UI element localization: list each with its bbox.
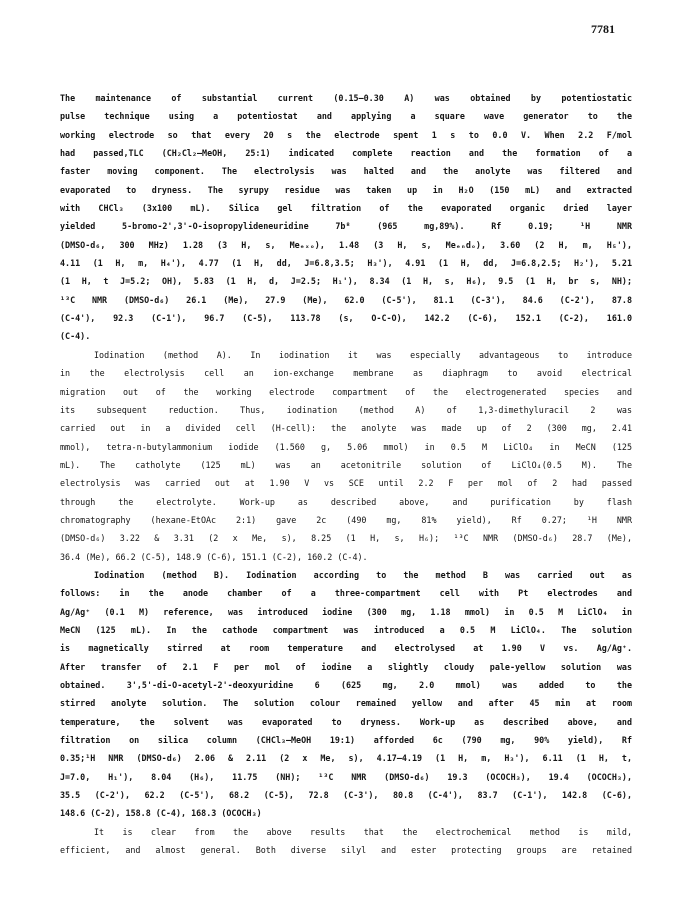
text-line: mmol), tetra-n-butylammonium iodide (1.560 g, 5.06 mmol) in 0.5 M LiClO₄ in MeCN (125 (60, 441, 632, 452)
text-line: mL). The catholyte (125 mL) was an acetonitrile solution of LiClO₄(0.5 M). The (60, 459, 632, 470)
text-line: faster moving component. The electrolysis was halted and the anolyte was filtered and (60, 166, 632, 177)
text-line: 148.6 (C-2), 158.8 (C-4), 168.3 (OCOCH₃) (60, 808, 262, 819)
paragraph-iodination-method-a (60, 346, 632, 566)
paragraph-electrolysis-workup (60, 89, 632, 346)
text-line: 0.35;¹H NMR (DMSO-d₆) 2.06 & 2.11 (2 x Me, s), 4.17–4.19 (1 H, m, H₃'), 6.11 (1 H, t, (60, 753, 632, 764)
text-line: (1 H, t J=5.2; OH), 5.83 (1 H, d, J=2.5; H₁'), 8.34 (1 H, s, H₆), 9.5 (1 H, br s, NH); (60, 276, 632, 287)
text-line: evaporated to dryness. The syrupy residue was taken up in H₂O (150 mL) and extracted (60, 184, 632, 195)
text-line: It is clear from the above results that the electrochemical method is mild, (94, 826, 632, 837)
paragraph-conclusion (60, 823, 632, 860)
text-line: ¹³C NMR (DMSO-d₆) 26.1 (Me), 27.9 (Me), 62.0 (C-5'), 81.1 (C-3'), 84.6 (C-2'), 87.8 (60, 294, 632, 305)
text-line: MeCN (125 mL). In the cathode compartment was introduced a 0.5 M LiClO₄. The solution (60, 624, 632, 635)
text-line: its subsequent reduction. Thus, iodination (method A) of 1,3-dimethyluracil 2 was (60, 404, 632, 415)
text-line: (C-4). (60, 331, 91, 342)
text-line: electrolysis was carried out at 1.90 V vs SCE until 2.2 F per mol of 2 had passed (60, 478, 632, 489)
text-line: with CHCl₃ (3x100 mL). Silica gel filtration of the evaporated organic dried layer (60, 203, 632, 214)
text-line: (DMSO-d₆, 300 MHz) 1.28 (3 H, s, Meₑₓₒ), 1.48 (3 H, s, Meₑₙdₒ), 3.60 (2 H, m, H₅'), (60, 239, 632, 250)
text-line: yielded 5-bromo-2',3'-O-isopropylideneuridine 7b⁸ (965 mg,89%). Rf 0.19; ¹H NMR (60, 221, 632, 232)
text-line: 35.5 (C-2'), 62.2 (C-5'), 68.2 (C-5), 72.8 (C-3'), 80.8 (C-4'), 83.7 (C-1'), 142.8 (C-6), (60, 790, 632, 801)
text-line: 36.4 (Me), 66.2 (C-5), 148.9 (C-6), 151.1 (C-2), 160.2 (C-4). (60, 551, 368, 562)
text-line: 4.11 (1 H, m, H₄'), 4.77 (1 H, dd, J=6.8,3.5; H₃'), 4.91 (1 H, dd, J=6.8,2.5; H₂'), 5.21 (60, 258, 632, 269)
text-line: stirred anolyte solution. The solution colour remained yellow and after 45 min at room (60, 698, 632, 709)
text-line: obtained. 3',5'-di-O-acetyl-2'-deoxyuridine 6 (625 mg, 2.0 mmol) was added to the (60, 680, 632, 690)
text-line: temperature, the solvent was evaporated to dryness. Work-up as described above, and (60, 716, 632, 727)
text-line: After transfer of 2.1 F per mol of iodine a slightly cloudy pale-yellow solution was (60, 661, 632, 672)
text-line: (DMSO-d₆) 3.22 & 3.31 (2 x Me, s), 8.25 (1 H, s, H₆); ¹³C NMR (DMSO-d₆) 28.7 (Me), (60, 533, 632, 544)
text-line: The maintenance of substantial current (0.15–0.30 A) was obtained by potentiostatic (60, 93, 632, 103)
text-line: Iodination (method A). In iodination it was especially advantageous to introduce (94, 349, 632, 360)
text-line: Ag/Ag⁺ (0.1 M) reference, was introduced iodine (300 mg, 1.18 mmol) in 0.5 M LiClO₄ in (60, 606, 632, 617)
text-line: working electrode so that every 20 s the electrode spent 1 s to 0.0 V. When 2.2 F/mol (60, 129, 632, 140)
text-line: migration out of the working electrode compartment of the electrogenerated species and (60, 386, 632, 397)
text-line: filtration on silica column (CHCl₃–MeOH 19:1) afforded 6c (790 mg, 90% yield), Rf (60, 735, 632, 746)
text-line: chromatography (hexane-EtOAc 2:1) gave 2c (490 mg, 81% yield), Rf 0.27; ¹H NMR (60, 514, 632, 525)
text-line: efficient, and almost general. Both diverse silyl and ester protecting groups are retained (60, 845, 632, 856)
article-body (60, 89, 632, 859)
text-line: in the electrolysis cell an ion-exchange membrane as diaphragm to avoid electrical (60, 368, 632, 379)
text-line: Iodination (method B). Iodination according to the method B was carried out as (94, 569, 632, 580)
text-line: through the electrolyte. Work-up as described above, and purification by flash (60, 496, 632, 507)
page-number: 7781 (591, 22, 615, 36)
text-line: had passed,TLC (CH₂Cl₂–MeOH, 25:1) indicated complete reaction and the formation of a (60, 148, 632, 159)
text-line: pulse technique using a potentiostat and applying a square wave generator to the (60, 111, 632, 122)
text-line: (C-4'), 92.3 (C-1'), 96.7 (C-5), 113.78 (s, O-C-O), 142.2 (C-6), 152.1 (C-2), 161.0 (60, 313, 632, 324)
text-line: carried out in a divided cell (H-cell): the anolyte was made up of 2 (300 mg, 2.41 (60, 423, 632, 434)
text-line: J=7.0, H₁'), 8.04 (H₆), 11.75 (NH); ¹³C NMR (DMSO-d₆) 19.3 (OCOCH₃), 19.4 (OCOCH₃), (60, 771, 632, 782)
paragraph-iodination-method-b (60, 566, 632, 823)
text-line: follows: in the anode chamber of a three-compartment cell with Pt electrodes and (60, 588, 632, 599)
text-line: is magnetically stirred at room temperature and electrolysed at 1.90 V vs. Ag/Ag⁺. (60, 643, 632, 654)
